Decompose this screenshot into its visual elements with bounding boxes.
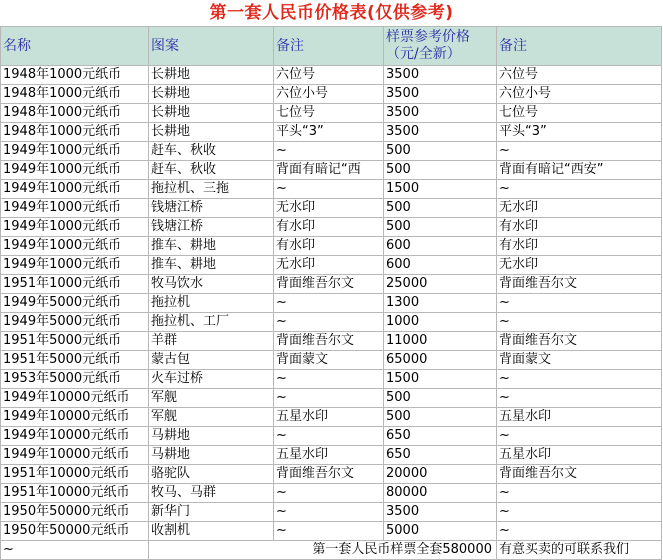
cell-name: 1951年10000元纸币 [1,484,149,503]
cell-pattern: 羊群 [149,332,274,351]
cell-note: 七位号 [274,104,384,123]
cell-name: 1949年10000元纸币 [1,408,149,427]
cell-note: ~ [274,427,384,446]
cell-note-2: ~ [497,294,662,313]
table-row [1,503,662,522]
cell-note-2: ~ [497,389,662,408]
cell-name: 1949年1000元纸币 [1,161,149,180]
cell-price: 500 [384,142,497,161]
cell-name: 1949年10000元纸币 [1,427,149,446]
footer-row [1,541,662,560]
cell-name: 1948年1000元纸币 [1,85,149,104]
table-row [1,370,662,389]
cell-price: 1000 [384,313,497,332]
cell-price: 600 [384,256,497,275]
cell-price: 65000 [384,351,497,370]
cell-note-2: ~ [497,522,662,541]
cell-price: 3500 [384,503,497,522]
cell-note: 背面有暗记“西 [274,161,384,180]
cell-name: 1949年1000元纸币 [1,256,149,275]
cell-price: 500 [384,218,497,237]
table-row [1,427,662,446]
cell-price: 20000 [384,465,497,484]
cell-pattern: 长耕地 [149,66,274,85]
cell-note: ~ [274,389,384,408]
cell-pattern: 蒙古包 [149,351,274,370]
cell-name: 1948年1000元纸币 [1,123,149,142]
cell-price: 1300 [384,294,497,313]
cell-pattern: 骆驼队 [149,465,274,484]
table-row [1,256,662,275]
cell-note-2: 背面维吾尔文 [497,275,662,294]
cell-price: 25000 [384,275,497,294]
cell-pattern: 推车、耕地 [149,256,274,275]
cell-note-2: ~ [497,180,662,199]
page-title: 第一套人民币价格表(仅供参考) [209,3,454,23]
cell-name: 1950年50000元纸币 [1,522,149,541]
table-row [1,294,662,313]
cell-note: ~ [274,180,384,199]
cell-price: 80000 [384,484,497,503]
table-row [1,199,662,218]
cell-pattern: 马耕地 [149,446,274,465]
cell-note-2: 背面蒙文 [497,351,662,370]
table-row [1,66,662,85]
header-note: 备注 [274,27,384,66]
cell-name: 1953年5000元纸币 [1,370,149,389]
cell-note-2: ~ [497,503,662,522]
cell-note-2: ~ [497,427,662,446]
cell-note-2: ~ [497,313,662,332]
cell-note: 六位小号 [274,85,384,104]
cell-pattern: 钱塘江桥 [149,218,274,237]
cell-name: 1948年1000元纸币 [1,66,149,85]
cell-note: 平头“3” [274,123,384,142]
table-row [1,142,662,161]
cell-pattern: 收割机 [149,522,274,541]
cell-name: 1950年50000元纸币 [1,503,149,522]
cell-note: 背面维吾尔文 [274,465,384,484]
cell-price: 600 [384,237,497,256]
cell-note-2: 六位号 [497,66,662,85]
cell-note: 背面蒙文 [274,351,384,370]
cell-note: ~ [274,313,384,332]
cell-note: ~ [274,503,384,522]
cell-name: 1949年5000元纸币 [1,313,149,332]
table-row [1,465,662,484]
cell-note-2: ~ [497,484,662,503]
cell-pattern: 新华门 [149,503,274,522]
table-row [1,313,662,332]
header-price-line1: 样票参考价格 [386,29,470,45]
header-name: 名称 [1,27,149,66]
cell-note: 无水印 [274,199,384,218]
price-table [0,26,662,560]
cell-price: 11000 [384,332,497,351]
cell-note: 五星水印 [274,446,384,465]
table-row [1,351,662,370]
cell-pattern: 钱塘江桥 [149,199,274,218]
cell-price: 1500 [384,370,497,389]
cell-price: 3500 [384,85,497,104]
cell-note-2: 背面维吾尔文 [497,465,662,484]
cell-note-2: 背面有暗记“西安” [497,161,662,180]
header-pattern: 图案 [149,27,274,66]
header-note-2: 备注 [497,27,662,66]
table-row [1,218,662,237]
cell-price: 650 [384,427,497,446]
table-row [1,123,662,142]
cell-note-2: 五星水印 [497,408,662,427]
cell-name: 1951年1000元纸币 [1,275,149,294]
cell-pattern: 长耕地 [149,123,274,142]
header-price-line2: （元/全新） [386,46,461,62]
table-row [1,332,662,351]
cell-note-2: 有水印 [497,218,662,237]
cell-note-2: ~ [497,370,662,389]
footer-col1: ~ [1,541,149,560]
cell-name: 1949年1000元纸币 [1,218,149,237]
table-row [1,180,662,199]
cell-note-2: 五星水印 [497,446,662,465]
cell-pattern: 火车过桥 [149,370,274,389]
footer-total: 第一套人民币样票全套580000 [149,541,497,560]
cell-pattern: 拖拉机、工厂 [149,313,274,332]
header-row [1,27,662,66]
cell-pattern: 赶车、秋收 [149,161,274,180]
cell-pattern: 推车、耕地 [149,237,274,256]
cell-pattern: 赶车、秋收 [149,142,274,161]
cell-pattern: 军舰 [149,389,274,408]
table-row [1,446,662,465]
cell-note: 六位号 [274,66,384,85]
cell-pattern: 牧马饮水 [149,275,274,294]
table-row [1,104,662,123]
cell-pattern: 长耕地 [149,104,274,123]
cell-note: ~ [274,522,384,541]
cell-note: ~ [274,294,384,313]
cell-name: 1948年1000元纸币 [1,104,149,123]
table-row [1,275,662,294]
cell-note: ~ [274,370,384,389]
cell-note: ~ [274,484,384,503]
cell-note: 有水印 [274,237,384,256]
cell-name: 1951年5000元纸币 [1,332,149,351]
cell-note: 五星水印 [274,408,384,427]
cell-note-2: 有水印 [497,237,662,256]
cell-price: 3500 [384,66,497,85]
cell-note-2: ~ [497,142,662,161]
cell-note-2: 无水印 [497,256,662,275]
cell-note-2: 七位号 [497,104,662,123]
cell-price: 5000 [384,522,497,541]
cell-pattern: 军舰 [149,408,274,427]
cell-name: 1949年10000元纸币 [1,389,149,408]
cell-pattern: 马耕地 [149,427,274,446]
cell-note: 背面维吾尔文 [274,332,384,351]
cell-note: 无水印 [274,256,384,275]
cell-price: 3500 [384,123,497,142]
cell-note: ~ [274,142,384,161]
cell-name: 1949年1000元纸币 [1,237,149,256]
cell-pattern: 长耕地 [149,85,274,104]
cell-price: 500 [384,389,497,408]
cell-price: 1500 [384,180,497,199]
table-row [1,85,662,104]
cell-name: 1949年1000元纸币 [1,199,149,218]
cell-price: 500 [384,408,497,427]
table-row [1,161,662,180]
cell-name: 1949年1000元纸币 [1,142,149,161]
cell-name: 1951年5000元纸币 [1,351,149,370]
cell-note-2: 背面维吾尔文 [497,332,662,351]
cell-note: 有水印 [274,218,384,237]
cell-name: 1949年5000元纸币 [1,294,149,313]
cell-pattern: 拖拉机、三拖 [149,180,274,199]
table-row [1,237,662,256]
cell-note: 背面维吾尔文 [274,275,384,294]
cell-pattern: 牧马、马群 [149,484,274,503]
cell-name: 1949年10000元纸币 [1,446,149,465]
header-price [384,27,497,66]
table-row [1,389,662,408]
table-row [1,522,662,541]
table-row [1,408,662,427]
footer-contact: 有意买卖的可联系我们 [497,541,662,560]
cell-note-2: 无水印 [497,199,662,218]
cell-price: 500 [384,161,497,180]
cell-price: 650 [384,446,497,465]
cell-name: 1951年10000元纸币 [1,465,149,484]
cell-pattern: 拖拉机 [149,294,274,313]
cell-note-2: 平头“3” [497,123,662,142]
cell-name: 1949年1000元纸币 [1,180,149,199]
cell-price: 500 [384,199,497,218]
cell-note-2: 六位小号 [497,85,662,104]
cell-price: 3500 [384,104,497,123]
table-row [1,484,662,503]
